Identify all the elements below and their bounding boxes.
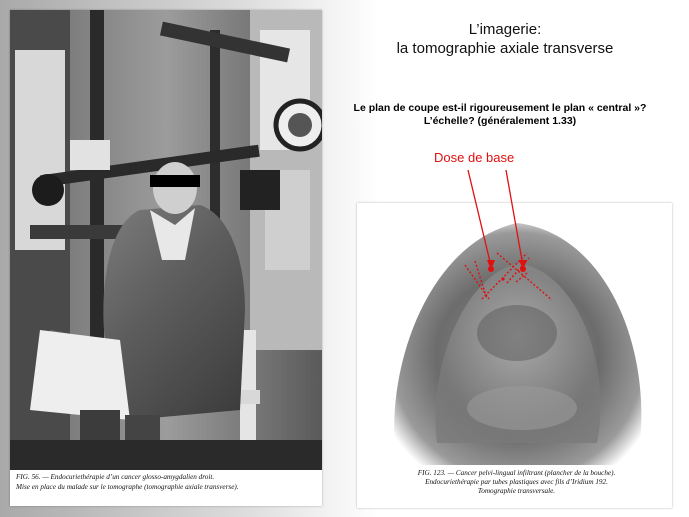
patient-photo-image (10, 10, 322, 470)
left-caption-line2: Mise en place du malade sur le tomographe (tomographie axiale transverse). (16, 482, 239, 491)
question-text (325, 102, 675, 128)
left-caption-line1: FIG. 56. — Endocuriethérapie d’un cancer glosso-amygdalien droit. (16, 473, 215, 481)
question-line2: L’échelle? (généralement 1.33) (423, 115, 577, 127)
question-line1: Le plan de coupe est-il rigoureusement le plan « central »? (353, 102, 647, 114)
slide-title-line1: L’imagerie: (468, 21, 542, 38)
transverse-tomography-scan (357, 203, 672, 508)
right-photo-caption (369, 469, 664, 496)
right-caption-line3: Tomographie transversale. (477, 487, 556, 495)
left-photo-caption (16, 473, 321, 492)
right-caption-line2: Endocuriethérapie par tubes plastiques avec fils d’Iridium 192. (425, 478, 608, 486)
dose-label: Dose de base (434, 150, 515, 165)
patient-tomograph-photo (10, 10, 322, 506)
right-caption-line1: FIG. 123. — Cancer pelvi-lingual infiltrant (plancher de la bouche). (417, 469, 616, 477)
slide-title (355, 20, 655, 58)
slide-title-line2: la tomographie axiale transverse (396, 40, 614, 57)
tomography-scan-image (357, 203, 672, 465)
